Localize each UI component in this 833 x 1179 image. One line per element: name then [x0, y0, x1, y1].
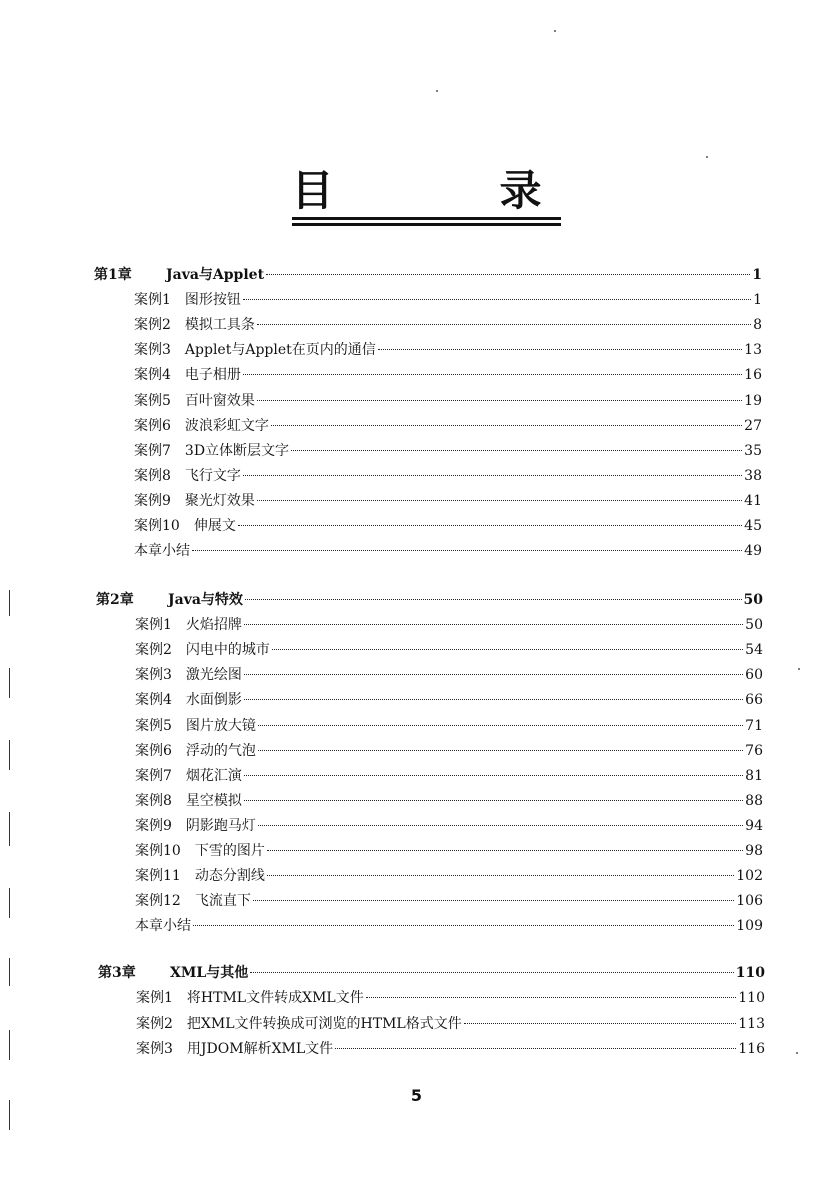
dot-leader	[192, 550, 742, 551]
page-ref: 113	[738, 1015, 765, 1032]
dot-leader	[250, 972, 734, 973]
scan-edge-mark	[9, 1100, 10, 1130]
toc-case-entry[interactable]	[135, 639, 763, 661]
case-title: 闪电中的城市	[185, 642, 270, 659]
case-number: 案例8	[134, 467, 171, 484]
page-ref: 60	[745, 667, 763, 684]
case-number: 案例6	[134, 417, 171, 434]
scan-edge-mark	[9, 812, 10, 846]
case-title: 模拟工具条	[184, 317, 255, 334]
dot-leader	[245, 599, 742, 600]
toc-case-entry[interactable]	[135, 840, 763, 862]
case-number: 案例2	[134, 317, 171, 334]
page-ref: 66	[745, 692, 763, 709]
case-title: 电子相册	[184, 367, 241, 384]
dot-leader	[257, 324, 751, 325]
scan-speck	[436, 90, 438, 92]
toc-case-entry[interactable]	[135, 664, 763, 686]
scan-edge-mark	[9, 590, 10, 616]
case-title: Applet与Applet在页内的通信	[184, 342, 376, 359]
chapter-title: XML与其他	[170, 965, 249, 981]
case-title: 用JDOM解析XML文件	[186, 1040, 334, 1057]
toc-case-entry[interactable]	[135, 815, 763, 837]
case-title: 聚光灯效果	[184, 492, 255, 509]
dot-leader	[244, 699, 743, 700]
scan-edge-mark	[9, 668, 10, 698]
scan-edge-mark	[9, 888, 10, 918]
page-ref: 110	[738, 990, 765, 1007]
dot-leader	[258, 725, 743, 726]
page-ref: 98	[745, 843, 763, 859]
toc-chapter-entry[interactable]	[94, 264, 762, 286]
case-number: 案例1	[134, 292, 171, 309]
page-ref: 54	[745, 642, 763, 659]
page-ref: 35	[744, 442, 762, 459]
dot-leader	[366, 997, 737, 998]
dot-leader	[267, 850, 743, 851]
case-title: 飞流直下	[194, 893, 251, 910]
page-ref: 8	[753, 317, 762, 334]
page-ref: 81	[745, 767, 763, 784]
title-rule-bottom	[292, 223, 561, 226]
toc-case-entry[interactable]	[136, 1038, 765, 1060]
page-ref: 27	[744, 417, 762, 434]
dot-leader	[258, 825, 743, 826]
dot-leader	[243, 475, 742, 476]
scan-speck	[796, 1052, 798, 1054]
dot-leader	[244, 674, 743, 675]
case-number: 案例4	[135, 692, 172, 709]
toc-case-entry[interactable]	[135, 614, 763, 636]
case-title: 动态分割线	[194, 868, 265, 885]
page-ref: 110	[735, 965, 765, 981]
case-title: 飞行文字	[184, 467, 241, 484]
dot-leader	[257, 500, 742, 501]
dot-leader	[258, 750, 743, 751]
page-ref: 38	[744, 467, 762, 484]
page-ref: 1	[752, 267, 762, 283]
chapter-title: Java与特效	[168, 592, 243, 608]
toc-case-entry[interactable]	[134, 540, 762, 562]
page-ref: 41	[744, 492, 762, 509]
case-title: 把XML文件转换成可浏览的HTML格式文件	[186, 1015, 462, 1032]
page-ref: 88	[745, 792, 763, 809]
toc-case-entry[interactable]	[134, 289, 762, 311]
page-ref: 106	[736, 893, 763, 910]
dot-leader	[464, 1023, 737, 1024]
case-title: 百叶窗效果	[184, 392, 255, 409]
dot-leader	[238, 525, 742, 526]
dot-leader	[243, 299, 751, 300]
case-number: 案例12	[135, 893, 181, 910]
case-title: 下雪的图片	[194, 843, 265, 859]
case-title: 浮动的气泡	[185, 742, 256, 759]
dot-leader	[244, 624, 743, 625]
case-number: 案例5	[134, 392, 171, 409]
dot-leader	[271, 425, 742, 426]
dot-leader	[193, 925, 734, 926]
case-number: 案例9	[134, 492, 171, 509]
dot-leader	[335, 1048, 736, 1049]
chapter-number: 第3章	[98, 965, 136, 981]
page-ref: 102	[736, 868, 763, 885]
case-title: 激光绘图	[185, 667, 242, 684]
page-ref: 13	[744, 342, 762, 359]
toc-case-entry[interactable]	[134, 314, 762, 336]
case-number: 案例1	[135, 617, 172, 634]
page-ref: 45	[744, 518, 762, 534]
page-ref: 19	[744, 392, 762, 409]
dot-leader	[244, 775, 743, 776]
case-title: 本章小结	[134, 543, 190, 560]
scan-speck	[554, 30, 556, 32]
toc-case-entry[interactable]	[136, 1013, 765, 1035]
page-ref: 49	[744, 543, 762, 560]
case-number: 案例3	[135, 667, 172, 684]
toc-case-entry[interactable]	[134, 415, 762, 437]
toc-case-entry[interactable]	[134, 465, 762, 487]
chapter-number: 第1章	[94, 267, 132, 283]
case-number: 案例10	[135, 843, 181, 859]
page-ref: 1	[753, 292, 762, 309]
page-number: 5	[410, 1086, 423, 1105]
toc-case-entry[interactable]	[135, 740, 763, 762]
case-number: 案例5	[135, 717, 172, 734]
toc-case-entry[interactable]	[135, 790, 763, 812]
scan-speck	[798, 668, 800, 670]
page-ref: 50	[745, 617, 763, 634]
toc-case-entry[interactable]	[134, 339, 762, 361]
toc-chapter-entry[interactable]	[98, 962, 765, 984]
toc-chapter-entry[interactable]	[96, 589, 763, 611]
case-title: 3D立体断层文字	[184, 442, 290, 459]
case-number: 案例7	[135, 767, 172, 784]
case-title: 本章小结	[135, 918, 191, 935]
case-number: 案例1	[136, 990, 173, 1007]
case-number: 案例2	[136, 1015, 173, 1032]
page-ref: 116	[738, 1040, 765, 1057]
scan-edge-mark	[9, 958, 10, 986]
case-number: 案例6	[135, 742, 172, 759]
dot-leader	[378, 349, 742, 350]
page-ref: 16	[744, 367, 762, 384]
case-title: 火焰招牌	[185, 617, 242, 634]
toc-case-entry[interactable]	[134, 440, 762, 462]
scan-edge-mark	[9, 740, 10, 770]
dot-leader	[253, 900, 734, 901]
case-number: 案例4	[134, 367, 171, 384]
case-title: 水面倒影	[185, 692, 242, 709]
dot-leader	[266, 274, 750, 275]
dot-leader	[243, 374, 742, 375]
dot-leader	[272, 649, 743, 650]
case-number: 案例9	[135, 817, 172, 834]
toc-case-entry[interactable]	[135, 689, 763, 711]
dot-leader	[291, 450, 742, 451]
case-number: 案例3	[136, 1040, 173, 1057]
case-title: 星空模拟	[185, 792, 242, 809]
chapter-title: Java与Applet	[166, 267, 265, 283]
toc-case-entry[interactable]	[135, 865, 763, 887]
dot-leader	[267, 875, 734, 876]
scan-speck	[706, 156, 708, 158]
case-number: 案例11	[135, 868, 181, 885]
case-title: 图形按钮	[184, 292, 241, 309]
toc-case-entry[interactable]	[135, 715, 763, 737]
scan-edge-mark	[9, 1030, 10, 1060]
case-title: 图片放大镜	[185, 717, 256, 734]
case-title: 烟花汇演	[185, 767, 242, 784]
toc-case-entry[interactable]	[135, 915, 763, 937]
title-rule-top	[292, 217, 561, 220]
case-number: 案例3	[134, 342, 171, 359]
page-ref: 71	[745, 717, 763, 734]
chapter-number: 第2章	[96, 592, 134, 608]
toc-case-entry[interactable]	[135, 890, 763, 912]
page-ref: 50	[743, 592, 763, 608]
case-title: 波浪彩虹文字	[184, 417, 269, 434]
page-ref: 76	[745, 742, 763, 759]
toc-case-entry[interactable]	[135, 765, 763, 787]
page-title: 目 录	[291, 166, 604, 215]
toc-case-entry[interactable]	[134, 490, 762, 512]
case-title: 阴影跑马灯	[185, 817, 256, 834]
case-number: 案例10	[134, 518, 180, 534]
page-ref: 94	[745, 817, 763, 834]
case-number: 案例7	[134, 442, 171, 459]
case-title: 将HTML文件转成XML文件	[186, 990, 364, 1007]
toc-case-entry[interactable]	[134, 390, 762, 412]
page-ref: 109	[736, 918, 763, 935]
toc-case-entry[interactable]	[134, 364, 762, 386]
dot-leader	[244, 800, 743, 801]
case-number: 案例8	[135, 792, 172, 809]
toc-case-entry[interactable]	[134, 515, 762, 537]
dot-leader	[257, 400, 742, 401]
case-number: 案例2	[135, 642, 172, 659]
case-title: 伸展文	[193, 518, 236, 534]
toc-case-entry[interactable]	[136, 987, 765, 1009]
